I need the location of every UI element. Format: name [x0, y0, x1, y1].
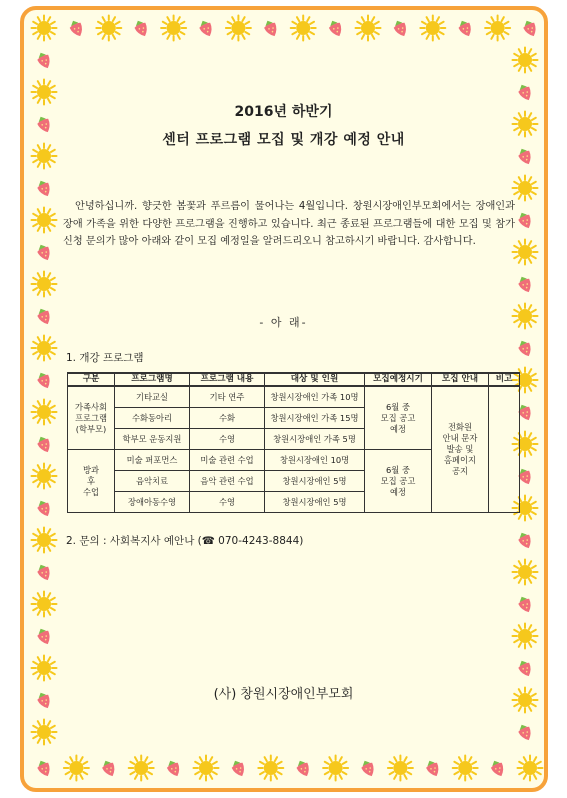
cell-target: 창원시장애인 가족 5명 — [265, 429, 365, 450]
header-program-name: 프로그램명 — [115, 373, 190, 386]
cell-period-2: 6월 중 모집 공고 예정 — [365, 450, 432, 513]
cell-content: 미술 관련 수업 — [190, 450, 265, 471]
cell-target: 창원시장애인 5명 — [265, 471, 365, 492]
header-notice: 모집 안내 — [432, 373, 489, 386]
table-row — [68, 386, 520, 408]
cell-name: 음악치료 — [115, 471, 190, 492]
contact-info: 2. 문의 : 사회복지사 예안나 (☎ 070-4243-8844) — [66, 535, 304, 547]
cell-period-1: 6월 중 모집 공고 예정 — [365, 386, 432, 450]
cell-name: 수화동아리 — [115, 408, 190, 429]
cell-content: 음악 관련 수업 — [190, 471, 265, 492]
cell-target: 창원시장애인 가족 15명 — [265, 408, 365, 429]
cell-name: 장애아동수영 — [115, 492, 190, 513]
cell-target: 창원시장애인 5명 — [265, 492, 365, 513]
header-program-content: 프로그램 내용 — [190, 373, 265, 386]
cell-content: 기타 연주 — [190, 386, 265, 408]
cell-content: 수화 — [190, 408, 265, 429]
title-year: 2016년 하반기 — [234, 104, 333, 120]
intro-paragraph: 안녕하십니까. 향긋한 봄꽃과 푸르름이 물어나는 4월입니다. 창원시장애인부모회에서는 장애인과 장애 가족을 위한 다양한 프로그램을 진행하고 있습니다. 최근 종료된 프로그램들에 대한 모집 및 참가 신청 문의가 많아 아래와 같이 모집 예정일을 알려드리오니 참고하시기 바랍니다. 감사합니다. — [63, 201, 515, 247]
organization-name: (사) 창원시장애인부모회 — [213, 687, 354, 702]
program-table — [67, 372, 520, 513]
below-heading: - 아 래- — [259, 316, 308, 329]
cell-content: 수영 — [190, 429, 265, 450]
group-family: 가족사회 프로그램 (학부모) — [68, 386, 115, 450]
cell-remark — [489, 386, 520, 513]
cell-name: 기타교실 — [115, 386, 190, 408]
cell-target: 창원시장애인 10명 — [265, 450, 365, 471]
table-header-row — [68, 373, 520, 386]
cell-content: 수영 — [190, 492, 265, 513]
cell-name: 미술 퍼포먼스 — [115, 450, 190, 471]
section-1-heading: 1. 개강 프로그램 — [66, 352, 144, 364]
cell-name: 학부모 운동지원 — [115, 429, 190, 450]
group-after-school: 방과 후 수업 — [68, 450, 115, 513]
header-period: 모집예정시기 — [365, 373, 432, 386]
header-category: 구분 — [68, 373, 115, 386]
cell-notice: 전화원 안내 문자 발송 및 홈페이지 공지 — [432, 386, 489, 513]
page-title: 센터 프로그램 모집 및 개강 예정 안내 — [162, 132, 405, 148]
header-remark: 비고 — [489, 373, 520, 386]
header-target: 대상 및 인원 — [265, 373, 365, 386]
cell-target: 창원시장애인 가족 10명 — [265, 386, 365, 408]
